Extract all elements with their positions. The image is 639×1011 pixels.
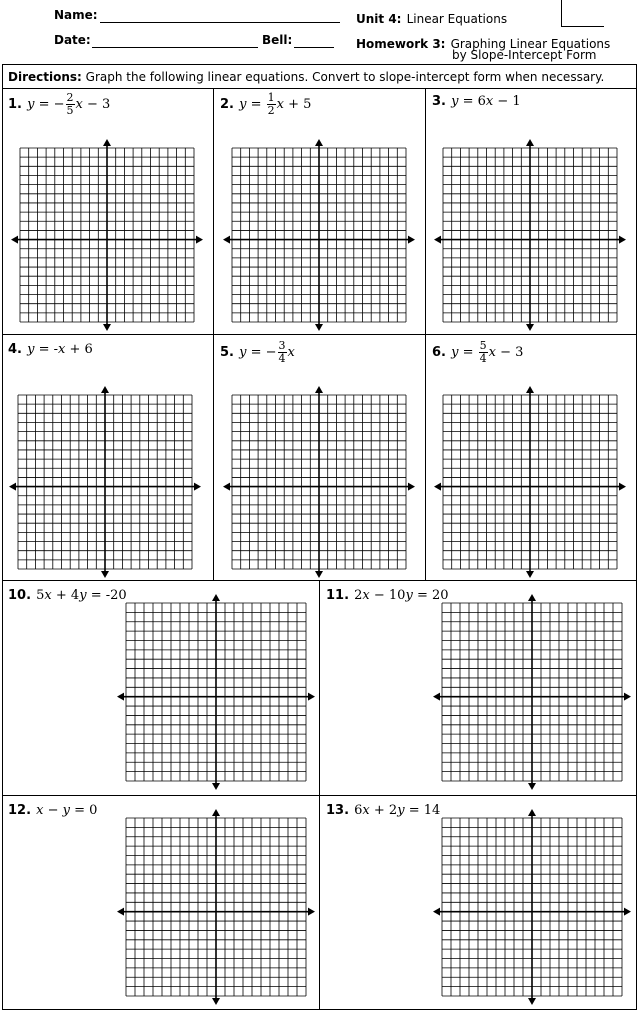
coordinate-grid-12[interactable] xyxy=(116,808,316,1006)
coordinate-grid-3[interactable] xyxy=(433,138,627,332)
x-axis-left-arrow-icon xyxy=(11,236,18,244)
x-axis-left-arrow-icon xyxy=(433,908,440,916)
y-axis-down-arrow-icon xyxy=(103,324,111,331)
y-axis-up-arrow-icon xyxy=(101,386,109,393)
equation: x − y = 0 xyxy=(36,803,98,818)
unit-title: Linear Equations xyxy=(406,12,508,26)
problem-number: 6. xyxy=(432,345,446,360)
y-axis-up-arrow-icon xyxy=(526,139,534,146)
directions-text: Graph the following linear equations. Convert to slope-intercept form when necessary. xyxy=(85,70,605,84)
problem-10-label xyxy=(8,584,127,603)
x-axis-left-arrow-icon xyxy=(223,236,230,244)
homework-title-line2: by Slope-Intercept Form xyxy=(452,48,597,62)
x-axis-left-arrow-icon xyxy=(433,693,440,701)
y-axis-up-arrow-icon xyxy=(315,386,323,393)
coordinate-grid-6[interactable] xyxy=(433,385,627,579)
x-axis-right-arrow-icon xyxy=(196,236,203,244)
bell-label: Bell: xyxy=(262,33,293,47)
problem-1-label xyxy=(8,92,110,117)
problem-4-label xyxy=(8,338,93,357)
homework-title-line1: Graphing Linear Equations xyxy=(450,37,611,51)
coordinate-grid-1[interactable] xyxy=(10,138,204,332)
x-axis-left-arrow-icon xyxy=(434,236,441,244)
equation: 6x + 2y = 14 xyxy=(354,803,441,818)
problem-13-label xyxy=(326,799,440,818)
y-axis-up-arrow-icon xyxy=(103,139,111,146)
equation: y = $\frac{1}{2}$ x + 5 xyxy=(239,91,312,117)
directions-label: Directions: xyxy=(8,70,82,84)
problem-11-label xyxy=(326,584,449,603)
col-divider-c xyxy=(319,580,320,1010)
equation: y = $\frac{5}{4}$ x − 3 xyxy=(451,339,524,365)
x-axis-left-arrow-icon xyxy=(223,483,230,491)
directions xyxy=(8,70,604,84)
y-axis-down-arrow-icon xyxy=(212,783,220,790)
date-line[interactable] xyxy=(92,47,258,48)
equation: y = − $\frac{2}{5}$ x − 3 xyxy=(27,91,111,117)
directions-divider xyxy=(2,88,637,89)
y-axis-up-arrow-icon xyxy=(528,809,536,816)
problem-number: 10. xyxy=(8,588,32,603)
problem-number: 12. xyxy=(8,803,32,818)
equation: y = 6x − 1 xyxy=(451,94,521,109)
x-axis-right-arrow-icon xyxy=(624,908,631,916)
x-axis-right-arrow-icon xyxy=(194,483,201,491)
row-divider-1 xyxy=(2,334,637,335)
col-divider-b xyxy=(425,88,426,580)
homework-label: Homework 3: xyxy=(356,37,446,51)
y-axis-down-arrow-icon xyxy=(526,571,534,578)
problem-12-label xyxy=(8,799,97,818)
y-axis-down-arrow-icon xyxy=(528,998,536,1005)
y-axis-down-arrow-icon xyxy=(528,783,536,790)
unit-heading xyxy=(356,8,507,27)
x-axis-right-arrow-icon xyxy=(308,693,315,701)
x-axis-right-arrow-icon xyxy=(619,483,626,491)
coordinate-grid-5[interactable] xyxy=(222,385,416,579)
name-label: Name: xyxy=(54,8,98,22)
equation: y = -x + 6 xyxy=(27,342,93,357)
equation: 2x − 10y = 20 xyxy=(354,588,449,603)
x-axis-right-arrow-icon xyxy=(624,693,631,701)
equation: 5x + 4y = -20 xyxy=(36,588,127,603)
y-axis-up-arrow-icon xyxy=(528,594,536,601)
problem-3-label xyxy=(432,90,521,109)
y-axis-down-arrow-icon xyxy=(315,324,323,331)
x-axis-right-arrow-icon xyxy=(408,483,415,491)
x-axis-left-arrow-icon xyxy=(117,693,124,701)
problem-number: 5. xyxy=(220,345,234,360)
problem-number: 13. xyxy=(326,803,350,818)
problem-number: 4. xyxy=(8,342,22,357)
coordinate-grid-13[interactable] xyxy=(432,808,632,1006)
problem-number: 11. xyxy=(326,588,350,603)
y-axis-down-arrow-icon xyxy=(212,998,220,1005)
x-axis-right-arrow-icon xyxy=(619,236,626,244)
x-axis-left-arrow-icon xyxy=(9,483,16,491)
coordinate-grid-4[interactable] xyxy=(8,385,202,579)
equation: y = − $\frac{3}{4}$ x xyxy=(239,339,295,365)
problem-number: 2. xyxy=(220,97,234,112)
coordinate-grid-11[interactable] xyxy=(432,593,632,791)
y-axis-up-arrow-icon xyxy=(212,594,220,601)
score-box[interactable] xyxy=(561,0,604,27)
date-label: Date: xyxy=(54,33,91,47)
x-axis-right-arrow-icon xyxy=(408,236,415,244)
coordinate-grid-2[interactable] xyxy=(222,138,416,332)
y-axis-up-arrow-icon xyxy=(212,809,220,816)
x-axis-left-arrow-icon xyxy=(434,483,441,491)
y-axis-down-arrow-icon xyxy=(315,571,323,578)
y-axis-up-arrow-icon xyxy=(526,386,534,393)
problem-5-label xyxy=(220,340,295,365)
problem-number: 1. xyxy=(8,97,22,112)
unit-label: Unit 4: xyxy=(356,12,402,26)
y-axis-down-arrow-icon xyxy=(101,571,109,578)
y-axis-up-arrow-icon xyxy=(315,139,323,146)
y-axis-down-arrow-icon xyxy=(526,324,534,331)
x-axis-right-arrow-icon xyxy=(308,908,315,916)
coordinate-grid-10[interactable] xyxy=(116,593,316,791)
x-axis-left-arrow-icon xyxy=(117,908,124,916)
name-line[interactable] xyxy=(100,22,340,23)
bell-line[interactable] xyxy=(294,47,334,48)
problem-6-label xyxy=(432,340,523,365)
problem-number: 3. xyxy=(432,94,446,109)
col-divider-a xyxy=(213,88,214,580)
problem-2-label xyxy=(220,92,311,117)
